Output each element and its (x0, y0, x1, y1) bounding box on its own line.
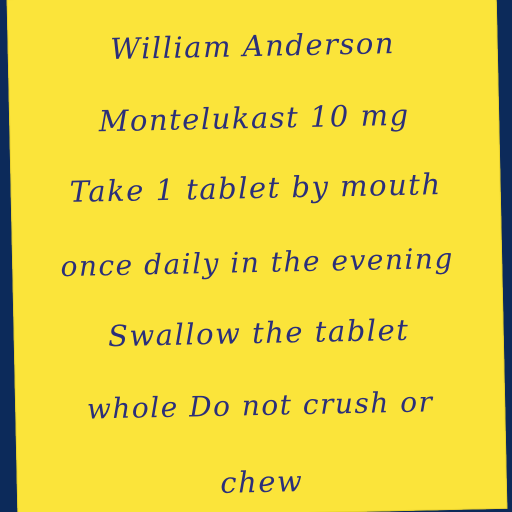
instruction-line-4: whole Do not crush or (86, 385, 434, 426)
instruction-line-2: once daily in the evening (60, 241, 455, 284)
drug-name-dose: Montelukast 10 mg (98, 97, 410, 139)
instruction-line-5: chew (219, 464, 304, 500)
medication-label (7, 0, 508, 512)
patient-name: William Anderson (109, 26, 396, 67)
instruction-line-3: Swallow the tablet (107, 312, 410, 354)
instruction-line-1: Take 1 tablet by mouth (69, 167, 442, 209)
